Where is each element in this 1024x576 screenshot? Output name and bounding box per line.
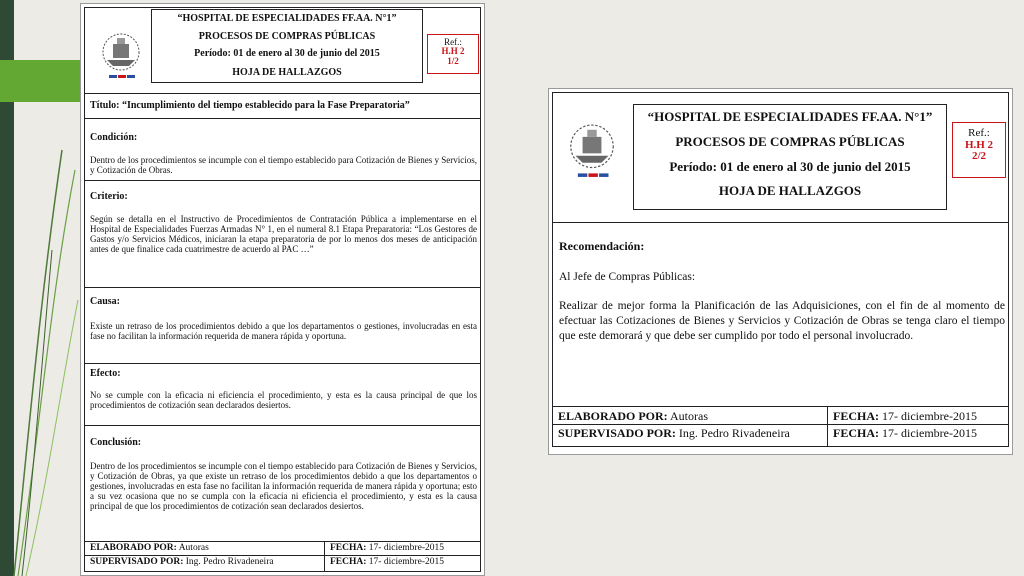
reference-box xyxy=(427,34,479,74)
criteria-body: Según se detalla en el Instructivo de Procedimientos de Contratación Pública a implementarse en el Hospital de Especialidades Fuerzas Armadas N° 1, en el numeral 8.1 Etapa Preparatoria: “Los Gestores de Gastos y/o Servicios Médicos, iniciaran la etapa preparatoria de por lo menos dos meses de anticipación antes de que finalice cada cuatrimestre de acuerdo al PAC …” xyxy=(90,214,477,255)
process-name: PROCESOS DE COMPRAS PÚBLICAS xyxy=(198,31,376,42)
effect-title: Efecto: xyxy=(90,368,121,379)
ref-label: Ref.: xyxy=(968,127,990,139)
conclusion-body: Dentro de los procedimientos se incumple con el tiempo establecido para Cotización de Bienes y Servicios, y Cotización de Obras, ya que existe un retraso de los procedimientos debido a que los departamentos o gestiones, involucradas en esta fase no facilitan la información requerida de manera rápida y oportuna; esto a su vez ocasiona que no se cumpla con la eficacia ni eficiencia el procedimiento, y esta es la causa principal de que los procedimientos de cotización sean declarados desiertos. xyxy=(90,461,477,512)
ref-page: 2/2 xyxy=(971,150,987,163)
findings-sheet-page-2 xyxy=(548,88,1013,455)
criteria-title: Criterio: xyxy=(90,191,128,202)
process-name: PROCESOS DE COMPRAS PÚBLICAS xyxy=(675,134,905,149)
hospital-logo-icon xyxy=(559,119,625,183)
decorative-curves xyxy=(0,0,80,576)
ref-label: Ref.: xyxy=(444,37,462,47)
hospital-name: “HOSPITAL DE ESPECIALIDADES FF.AA. N°1” xyxy=(177,13,397,24)
finding-title: Título: “Incumplimiento del tiempo establecido para la Fase Preparatoria” xyxy=(90,100,410,111)
conclusion-title: Conclusión: xyxy=(90,437,142,448)
ref-code: H.H 2 xyxy=(964,138,994,151)
prepared-by: ELABORADO POR: Autoras xyxy=(90,543,209,553)
findings-sheet-page-1 xyxy=(80,3,485,576)
document-name: HOJA DE HALLAZGOS xyxy=(718,183,862,198)
recommendation-body: Realizar de mejor forma la Planificación de las Adquisiciones, con el fin de al momento de efectuar las Cotizaciones de Bienes y Servicios y Cotización de Obras se tenga claro el tiempo que este demorará y que debe ser cumplido por todo el personal involucrado. xyxy=(559,300,1005,342)
prepared-date: FECHA: 17- diciembre-2015 xyxy=(833,409,977,423)
prepared-date: FECHA: 17- diciembre-2015 xyxy=(330,543,444,553)
ref-page: 1/2 xyxy=(447,55,459,66)
condition-title: Condición: xyxy=(90,132,138,143)
ref-code: H.H 2 xyxy=(441,46,465,57)
supervised-date: FECHA: 17- diciembre-2015 xyxy=(330,557,444,567)
period: Período: 01 de enero al 30 de junio del 2015 xyxy=(669,159,911,174)
supervised-date: FECHA: 17- diciembre-2015 xyxy=(833,426,977,440)
document-name: HOJA DE HALLAZGOS xyxy=(232,67,342,78)
hospital-logo-icon xyxy=(93,30,149,82)
condition-body: Dentro de los procedimientos se incumple con el tiempo establecido para Cotización de Bienes y Servicios, y Cotización de Obras. xyxy=(90,155,477,176)
cause-body: Existe un retraso de los procedimientos debido a que los departamentos o gestiones, involucradas en esta fase no facilitan la información requerida de manera rápida y oportuna. xyxy=(90,321,477,342)
hospital-name: “HOSPITAL DE ESPECIALIDADES FF.AA. N°1” xyxy=(647,109,933,124)
prepared-by: ELABORADO POR: Autoras xyxy=(558,409,709,423)
period: Período: 01 de enero al 30 de junio del 2015 xyxy=(194,48,380,59)
cause-title: Causa: xyxy=(90,296,121,307)
effect-body: No se cumple con la eficacia ni eficiencia el procedimiento, y esta es la causa principal de que los procedimientos de cotización sean declarados desiertos. xyxy=(90,390,477,411)
addressee: Al Jefe de Compras Públicas: xyxy=(559,271,696,283)
recommendation-title: Recomendación: xyxy=(559,239,645,253)
supervised-by: SUPERVISADO POR: Ing. Pedro Rivadeneira xyxy=(558,426,790,440)
supervised-by: SUPERVISADO POR: Ing. Pedro Rivadeneira xyxy=(90,557,274,567)
reference-box xyxy=(952,122,1006,178)
